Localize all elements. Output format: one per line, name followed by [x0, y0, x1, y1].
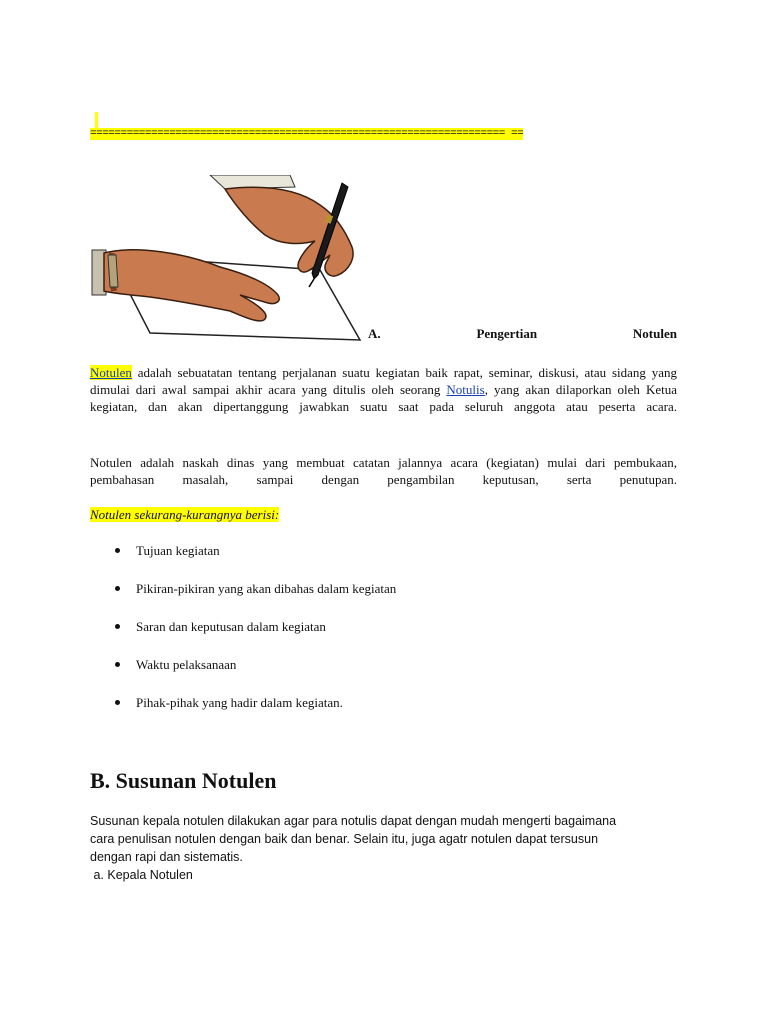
paragraph-susunan-line: Susunan kepala notulen dilakukan agar para notulis dapat dengan mudah mengerti bagaimana [90, 814, 617, 828]
highlight-cursor-mark [95, 112, 98, 128]
paragraph-susunan-line: dengan rapi dan sistematis. [90, 850, 243, 864]
contents-list [90, 542, 677, 732]
list-intro: Notulen sekurang-kurangnya berisi: [90, 507, 280, 522]
paragraph-definition-text-b: , yang akan dilaporkan oleh Ketua kegiatan, dan akan dipertanggung jawabkan suatu saat pada seluruh anggota atau peserta acara. [90, 382, 678, 414]
section-a-number: A. [368, 326, 381, 341]
link-notulis[interactable]: Notulis [446, 382, 485, 397]
paragraph-susunan-line: cara penulisan notulen dengan baik dan benar. Selain itu, juga agatr notulen dapat tersusun [90, 832, 599, 846]
list-item: Tujuan kegiatan [90, 542, 677, 580]
list-item: Saran dan keputusan dalam kegiatan [90, 618, 677, 656]
paragraph-definition-text-a: adalah sebuatatan tentang perjalanan suatu kegiatan baik rapat, seminar, diskusi, atau sidang yang dimulai dari awal sampai akhir acara yang ditulis oleh seorang [90, 365, 677, 397]
list-item: Pihak-pihak yang hadir dalam kegiatan. [90, 694, 677, 732]
paragraph-susunan [90, 812, 677, 884]
section-b-heading: B. Susunan Notulen [90, 768, 277, 793]
section-a-word-1: Pengertian [476, 326, 538, 341]
section-a-heading [368, 326, 677, 344]
writing-hands-illustration [90, 175, 366, 343]
separator-line: ==================================================================== == [90, 128, 524, 140]
section-a-word-2: Notulen [632, 326, 677, 341]
link-notulen[interactable]: Notulen [90, 365, 132, 380]
paragraph-naskah-dinas: Notulen adalah naskah dinas yang membuat catatan jalannya acara (kegiatan) mulai dari pembukaan, pembahasan masalah, sampai dengan pengambilan keputusan, serta penutupan. [90, 455, 677, 487]
list-item: Pikiran-pikiran yang akan dibahas dalam kegiatan [90, 580, 677, 618]
list-item: Waktu pelaksanaan [90, 656, 677, 694]
paragraph-definition [90, 364, 677, 415]
paragraph-susunan-line: a. Kepala Notulen [90, 868, 193, 882]
